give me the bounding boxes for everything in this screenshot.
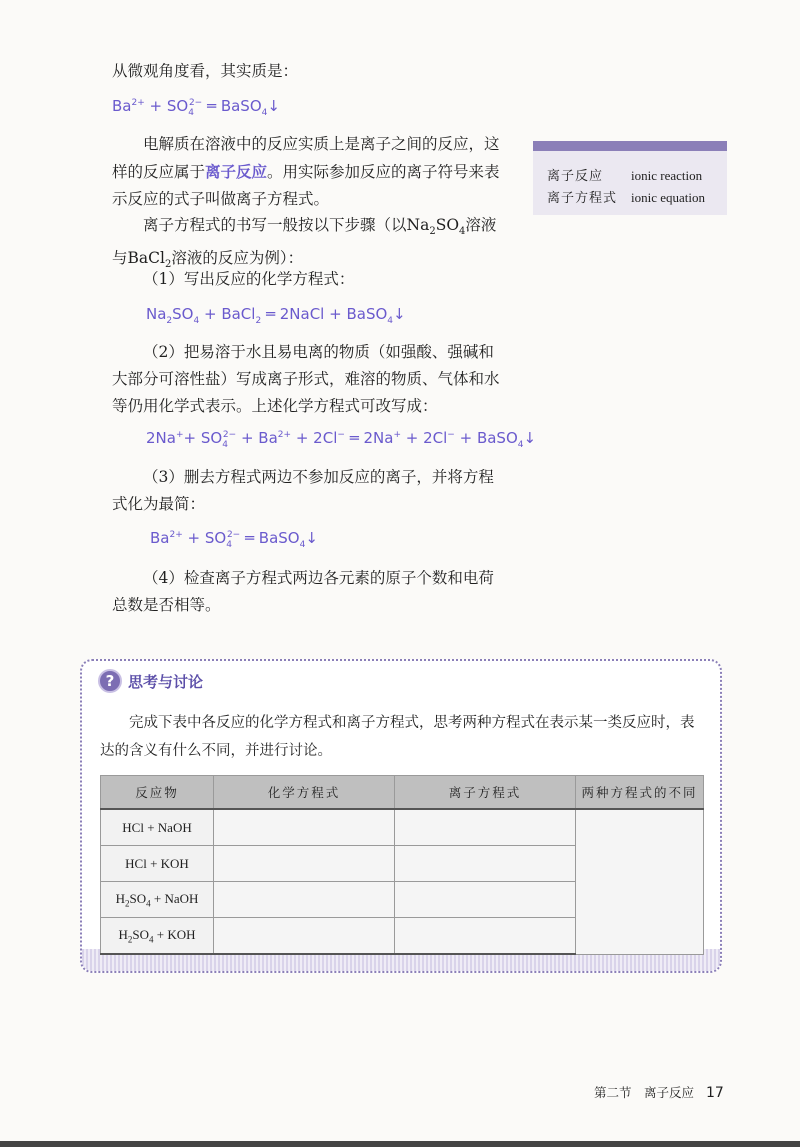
equation-2: $2Na^++ SO_4^{2-} + Ba^{2+} + 2Cl^-$ ═ 2Na+ + 2Cl− + BaSO$_4$↓ xyxy=(146,429,537,450)
difference-cell[interactable] xyxy=(576,809,704,954)
step-4: （4）检查离子方程式两边各元素的原子个数和电荷总数是否相等。 xyxy=(112,569,494,614)
column-header: 反应物 xyxy=(101,776,214,810)
answer-cell[interactable] xyxy=(395,918,576,955)
discussion-header xyxy=(98,669,203,693)
glossary-item: 离子方程式 ionic equation xyxy=(547,190,706,206)
step-2: （2）把易溶于水且易电离的物质（如强酸、强碱和大部分可溶性盐）写成离子形式，难溶的物质、气体和水等仍用化学式表示。上述化学方程式可改写成： xyxy=(112,343,500,415)
answer-cell[interactable] xyxy=(395,846,576,882)
page-footer xyxy=(594,1083,724,1101)
reactant-cell: HCl + KOH xyxy=(101,846,214,882)
answer-cell[interactable] xyxy=(214,809,395,846)
term-ionic-reaction: 离子反应 xyxy=(205,162,268,181)
equation-1: $Na_2SO_4$ + BaCl$_2$ ═ 2NaCl + BaSO$_4$↓ xyxy=(146,305,406,326)
column-header: 两种方程式的不同 xyxy=(576,776,704,810)
page-edge xyxy=(0,1141,800,1147)
glossary-item: 离子反应 ionic reaction xyxy=(547,168,703,184)
column-header: 离子方程式 xyxy=(395,776,576,810)
answer-cell[interactable] xyxy=(214,846,395,882)
section-label: 第二节 离子反应 xyxy=(594,1085,695,1100)
discussion-text: 完成下表中各反应的化学方程式和离子方程式，思考两种方程式在表示某一类反应时，表达的含义有什么不同，并进行讨论。 xyxy=(100,715,695,759)
glossary-sidebar xyxy=(533,141,727,215)
reactant-cell: $H_2SO_4$ + KOH xyxy=(101,918,214,955)
paragraph-steps: 离子方程式的书写一般按以下步骤（以$Na_2SO_4$溶液与BaCl$_2$溶液的反应为例）： xyxy=(112,216,497,271)
table-row xyxy=(101,809,704,846)
paragraph-ionic-reaction: 电解质在溶液中的反应实质上是离子之间的反应，这样的反应属于离子反应。用实际参加反应的离子符号来表示反应的式子叫做离子方程式。 xyxy=(112,135,500,208)
step-1: （1）写出反应的化学方程式： xyxy=(143,270,355,288)
intro-text: 从微观角度看，其实质是： xyxy=(112,62,299,80)
reactant-cell: $H_2SO_4$ + NaOH xyxy=(101,882,214,918)
answer-cell[interactable] xyxy=(214,918,395,955)
answer-cell[interactable] xyxy=(395,882,576,918)
page-number: 17 xyxy=(706,1085,724,1101)
answer-cell[interactable] xyxy=(395,809,576,846)
equation-top: $Ba^{2+} + SO_4^{2-}$ ═ BaSO$_4$↓ xyxy=(112,97,280,118)
step-3: （3）删去方程式两边不参加反应的离子，并将方程式化为最简： xyxy=(112,468,494,513)
question-icon: ? xyxy=(98,669,122,693)
reactant-cell: HCl + NaOH xyxy=(101,809,214,846)
column-header: 化学方程式 xyxy=(214,776,395,810)
equation-3: $Ba^{2+} + SO_4^{2-}$ ═ BaSO$_4$↓ xyxy=(150,529,318,550)
discussion-box xyxy=(80,659,722,973)
answer-cell[interactable] xyxy=(214,882,395,918)
discussion-title: 思考与讨论 xyxy=(128,672,204,691)
exercise-table xyxy=(100,775,704,955)
